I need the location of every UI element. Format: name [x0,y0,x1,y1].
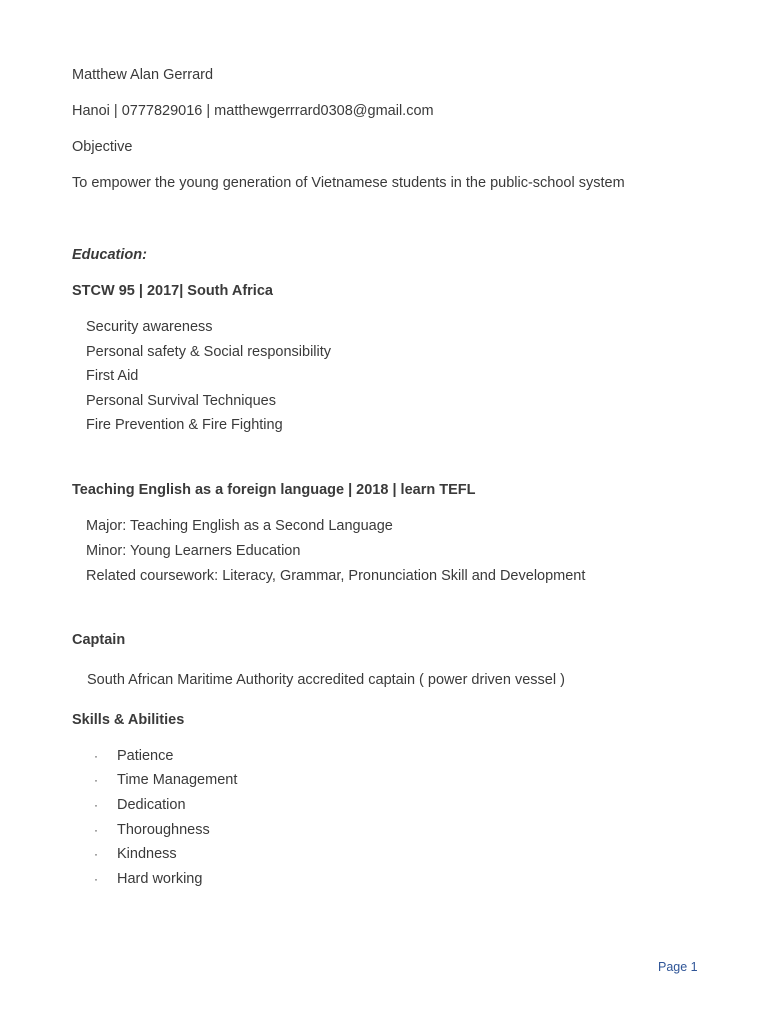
skill-label: Thoroughness [117,822,210,838]
bullet-icon: · [94,773,98,787]
stcw-item: Personal Survival Techniques [86,393,276,409]
objective-heading: Objective [72,139,133,155]
applicant-name: Matthew Alan Gerrard [72,67,214,83]
stcw-item: Personal safety & Social responsibility [86,344,332,360]
stcw-item: Security awareness [86,319,213,335]
tefl-item: Minor: Young Learners Education [86,543,301,559]
bullet-icon: · [94,749,98,763]
skill-item [94,795,186,815]
stcw-item: Fire Prevention & Fire Fighting [86,417,283,433]
skill-item [94,844,177,864]
skill-label: Time Management [117,772,238,788]
skill-label: Kindness [117,846,177,862]
contact-line: Hanoi | 0777829016 | matthewgerrrard0308@gmail.com [72,103,434,119]
skills-heading: Skills & Abilities [72,712,185,728]
skill-label: Dedication [117,797,186,813]
skill-label: Patience [117,748,174,764]
captain-heading: Captain [72,632,126,648]
skill-item [94,746,173,766]
objective-text: To empower the young generation of Vietnamese students in the public-school system [72,175,625,191]
bullet-icon: · [94,798,98,812]
page-number: Page 1 [658,960,698,974]
tefl-title: Teaching English as a foreign language | 2018 | learn TEFL [72,482,476,498]
bullet-icon: · [94,847,98,861]
stcw-item: First Aid [86,368,139,384]
bullet-icon: · [94,823,98,837]
skill-item [94,869,202,889]
tefl-item: Related coursework: Literacy, Grammar, Pronunciation Skill and Development [86,568,586,584]
stcw-title: STCW 95 | 2017| South Africa [72,283,273,299]
tefl-item: Major: Teaching English as a Second Language [86,518,393,534]
skill-label: Hard working [117,871,203,887]
skill-item [94,770,237,790]
skill-item [94,820,210,840]
captain-text: South African Maritime Authority accredited captain ( power driven vessel ) [87,672,565,688]
bullet-icon: · [94,872,98,886]
education-heading: Education: [72,247,147,263]
